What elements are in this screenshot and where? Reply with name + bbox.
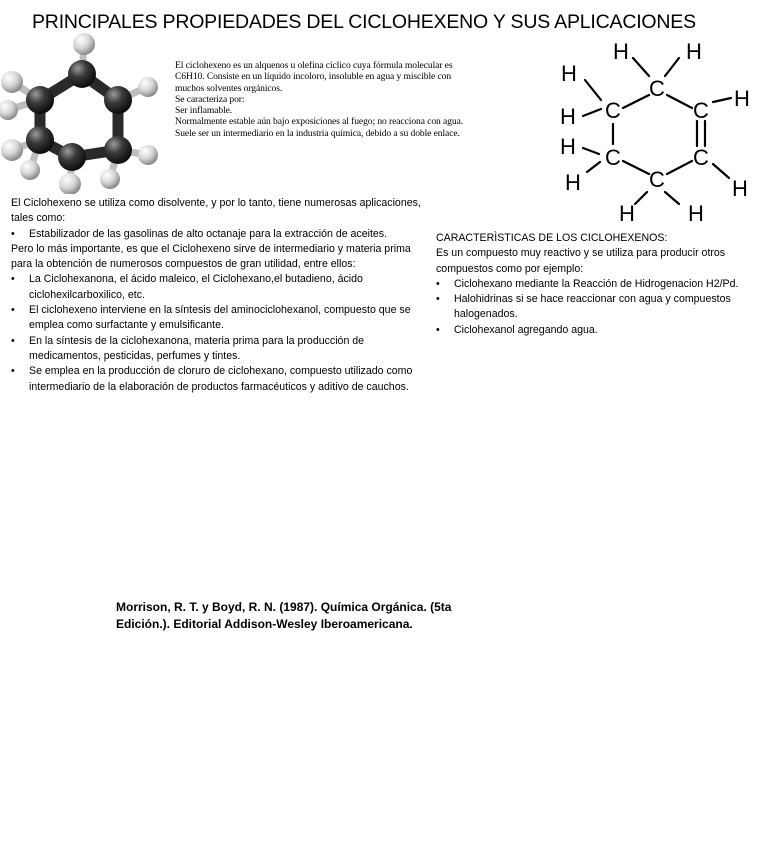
hydrogen-label: H (734, 86, 750, 111)
intro-line: C6H10. Consiste en un líquido incoloro, insoluble en agua y miscible con (175, 71, 452, 83)
intro-line: El ciclohexeno es un alquenos u olefina cíclico cuya fórmula molecular es (175, 60, 453, 71)
list-item (11, 227, 421, 242)
carbon-label: C (605, 145, 621, 170)
ball-and-stick-model (0, 32, 165, 194)
hydrogen-label: H (686, 39, 702, 64)
characteristics-intro: Es un compuesto muy reactivo y se utiliza para producir otros compuestos como por ejemplo: (436, 247, 726, 275)
bullet: • (11, 227, 15, 240)
list-item-text: Se emplea en la producción de cloruro de ciclohexano, compuesto utilizado como intermediario de la elaboración de productos farmacéuticos y aditivo de cauchos. (29, 365, 413, 393)
hydrogen-label: H (613, 39, 629, 64)
bullet: • (11, 334, 15, 347)
intro-line: muchos solventes orgánicos. (175, 82, 283, 94)
list-item (436, 292, 766, 323)
hydrogen-label: H (732, 176, 748, 201)
list-item-text: Ciclohexanol agregando agua. (454, 323, 598, 336)
intro-line: Suele ser un intermediario en la industria química, debido a su doble enlace. (175, 127, 460, 139)
characteristics-list (436, 277, 766, 338)
carbon-label: C (693, 98, 709, 123)
list-item (11, 334, 421, 365)
list-item-text: Halohidrinas si se hace reaccionar con agua y compuestos halogenados. (454, 293, 731, 321)
bullet: • (436, 323, 440, 336)
structural-formula (555, 36, 755, 228)
bullet: • (11, 273, 15, 286)
intro-line: Normalmente estable aún bajo exposiciones al fuego; no reacciona con agua. (175, 116, 464, 128)
list-item (11, 272, 421, 303)
bullet: • (436, 277, 440, 290)
bullet: • (11, 365, 15, 378)
uses-list-1 (11, 227, 421, 242)
bullet: • (11, 304, 15, 317)
intro-line: Se caracteriza por: (175, 93, 245, 105)
uses-list-2 (11, 272, 421, 394)
list-item-text: La Ciclohexanona, el ácido maleico, el Ciclohexano,el butadieno, ácido ciclohexilcarboxilico, etc. (29, 273, 363, 301)
hydrogen-label: H (560, 104, 576, 129)
hydrogen-label: H (619, 201, 635, 226)
carbon-label: C (649, 167, 665, 192)
list-item (11, 303, 421, 334)
hydrogen-label: H (688, 201, 704, 226)
list-item-text: El ciclohexeno interviene en la síntesis del aminociclohexanol, compuesto que se emplea como surfactante y emulsificante. (29, 304, 411, 332)
characteristics-section (436, 231, 766, 338)
hydrogen-label: H (561, 61, 577, 86)
characteristics-heading: CARACTERÌSTICAS DE LOS CICLOHEXENOS: (436, 232, 668, 244)
list-item-text: Ciclohexano mediante la Reacción de Hidrogenacion H2/Pd. (454, 277, 739, 290)
hydrogen-label: H (565, 170, 581, 195)
uses-intro: El Ciclohexeno se utiliza como disolvente, y por lo tanto, tiene numerosas aplicaciones, tales como: (11, 197, 421, 225)
intro-paragraph (175, 60, 500, 139)
citation (116, 599, 476, 633)
list-item-text: Estabilizador de las gasolinas de alto octanaje para la extracción de aceites. (29, 227, 388, 240)
list-item (11, 364, 421, 395)
uses-section (11, 196, 421, 395)
carbon-label: C (649, 76, 665, 101)
intro-line: Ser inflamable. (175, 105, 233, 117)
carbon-label: C (605, 98, 621, 123)
hydrogen-atoms (0, 33, 158, 194)
carbon-label: C (693, 145, 709, 170)
bullet: • (436, 293, 440, 306)
hydrogen-label: H (560, 134, 576, 159)
list-item (436, 277, 766, 292)
list-item-text: En la síntesis de la ciclohexanona, materia prima para la producción de medicamentos, pesticidas, perfumes y tintes. (29, 334, 365, 362)
citation-line: Edición.). Editorial Addison-Wesley Iberoamericana. (116, 617, 413, 631)
uses-middle: Pero lo más importante, es que el Ciclohexeno sirve de intermediario y materia prima para la obtención de numerosos compuestos de gran utilidad, entre ellos: (11, 242, 411, 271)
citation-line: Morrison, R. T. y Boyd, R. N. (1987). Química Orgánica. (5ta (116, 600, 452, 614)
page-title: PRINCIPALES PROPIEDADES DEL CICLOHEXENO Y SUS APLICACIONES (32, 11, 696, 33)
list-item (436, 323, 766, 338)
